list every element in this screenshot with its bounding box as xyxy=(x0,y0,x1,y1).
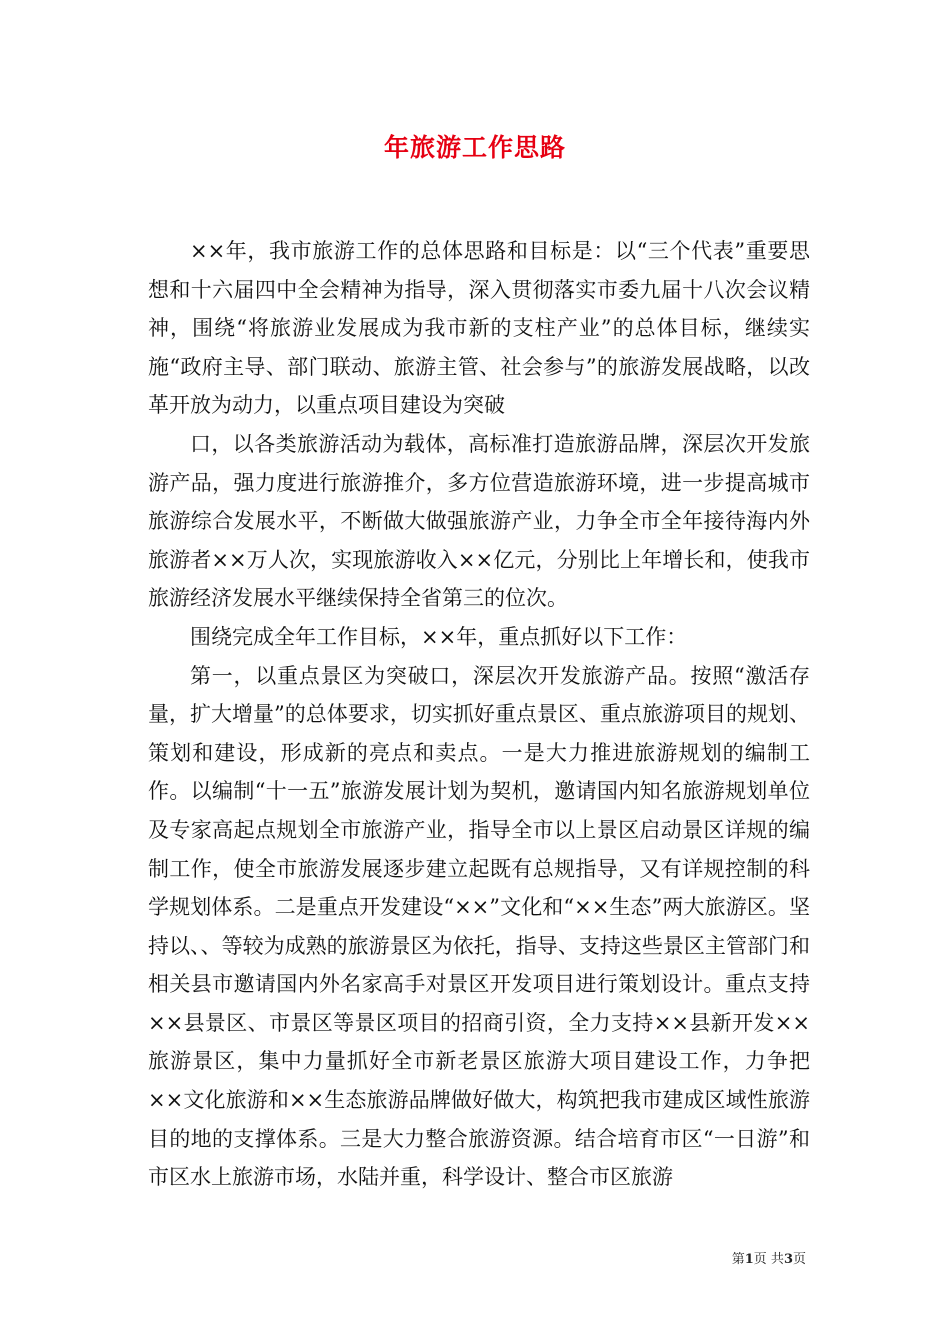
current-page-number: 1 xyxy=(744,1252,754,1267)
total-page-number: 3 xyxy=(783,1252,793,1267)
paragraph-1: ××年，我市旅游工作的总体思路和目标是：以“三个代表”重要思想和十六届四中全会精神为指导，深入贯彻落实市委九届十八次会议精神，围绕“将旅游业发展成为我市新的支柱产业”的总体目标，继续实施“政府主导、部门联动、旅游主管、社会参与”的旅游发展战略，以改革开放为动力，以重点项目建设为突破 xyxy=(148,239,810,418)
footer-middle: 页 共 xyxy=(753,1252,784,1267)
document-title: 年旅游工作思路 xyxy=(383,133,566,162)
document-body xyxy=(148,232,810,1197)
footer-prefix: 第 xyxy=(731,1252,745,1267)
page-footer xyxy=(0,1248,806,1267)
paragraph-2: 口，以各类旅游活动为载体，高标准打造旅游品牌，深层次开发旅游产品，强力度进行旅游推介，多方位营造旅游环境，进一步提高城市旅游综合发展水平，不断做大做强旅游产业，力争全市全年接待海内外旅游者××万人次，实现旅游收入××亿元，分别比上年增长和，使我市旅游经济发展水平继续保持全省第三的位次。 xyxy=(148,431,810,611)
footer-suffix: 页 xyxy=(792,1252,806,1267)
paragraph-4: 第一，以重点景区为突破口，深层次开发旅游产品。按照“激活存量，扩大增量”的总体要求，切实抓好重点景区、重点旅游项目的规划、策划和建设，形成新的亮点和卖点。一是大力推进旅游规划的编制工作。以编制“十一五”旅游发展计划为契机，邀请国内知名旅游规划单位及专家高起点规划全市旅游产业，指导全市以上景区启动景区详规的编制工作，使全市旅游发展逐步建立起既有总规指导，又有详规控制的科学规划体系。二是重点开发建设“××”文化和“××生态”两大旅游区。坚持以、、等较为成熟的旅游景区为依托，指导、支持这些景区主管部门和相关县市邀请国内外名家高手对景区开发项目进行策划设计。重点支持××县景区、市景区等景区项目的招商引资，全力支持××县新开发××旅游景区，集中力量抓好全市新老景区旅游大项目建设工作，力争把××文化旅游和××生态旅游品牌做好做大，构筑把我市建成区域性旅游目的地的支撑体系。三是大力整合旅游资源。结合培育市区“一日游”和市区水上旅游市场，水陆并重，科学设计、整合市区旅游 xyxy=(148,663,810,1190)
paragraph-3: 围绕完成全年工作目标，××年，重点抓好以下工作： xyxy=(190,624,688,649)
